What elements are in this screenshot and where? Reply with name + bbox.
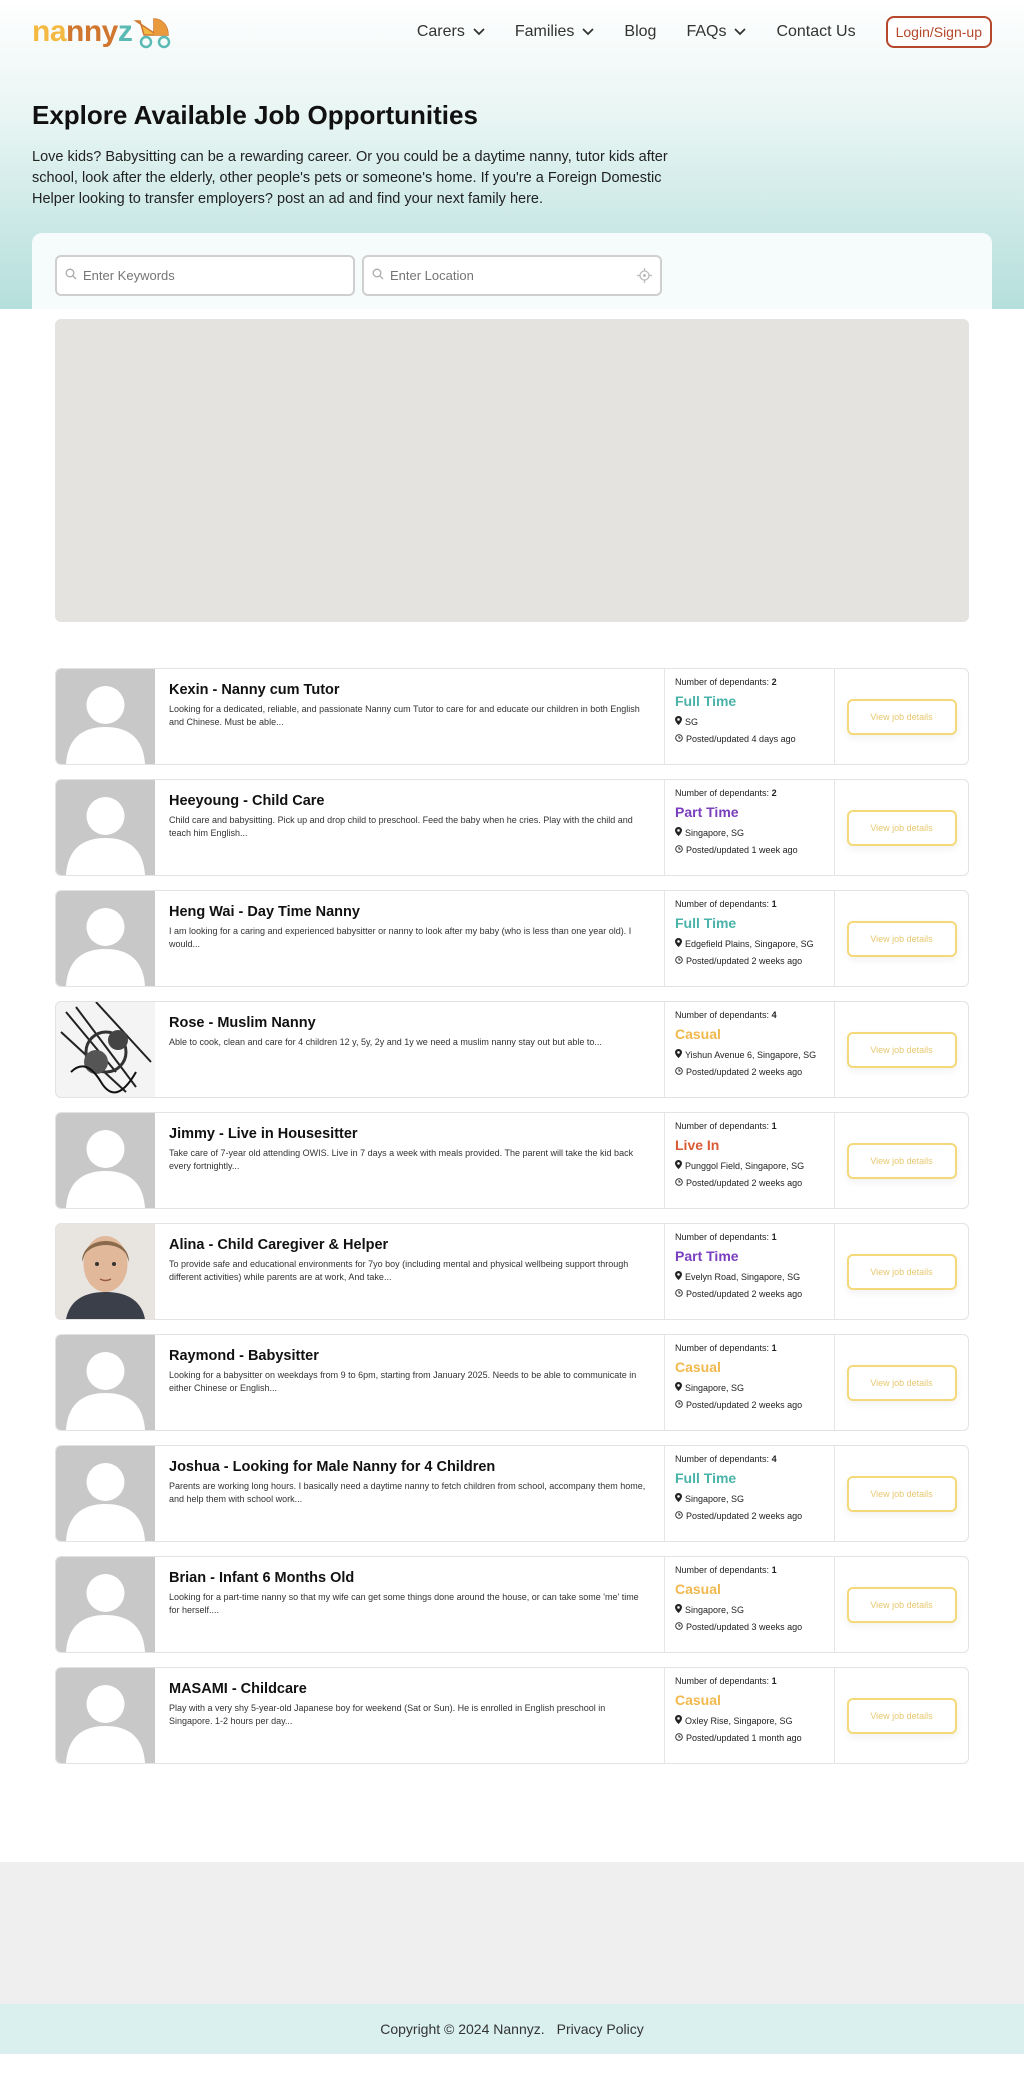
job-posted bbox=[675, 845, 824, 855]
dependants-row bbox=[675, 1343, 824, 1353]
dependants-count: 4 bbox=[771, 1010, 777, 1020]
job-info bbox=[155, 1335, 665, 1430]
dependants-count: 1 bbox=[771, 1565, 777, 1575]
job-info bbox=[155, 1224, 665, 1319]
job-posted bbox=[675, 1622, 824, 1632]
location-text: Oxley Rise, Singapore, SG bbox=[685, 1715, 793, 1726]
map-pin-icon bbox=[675, 1382, 685, 1393]
nav-blog[interactable] bbox=[624, 23, 656, 41]
job-title[interactable]: Raymond - Babysitter bbox=[169, 1348, 319, 1364]
search-icon bbox=[372, 267, 384, 285]
view-job-details-button[interactable]: View job details bbox=[847, 1032, 957, 1068]
job-info bbox=[155, 891, 665, 986]
job-type: Part Time bbox=[675, 1248, 739, 1264]
avatar-placeholder bbox=[56, 1335, 155, 1430]
nav-blog-label: Blog bbox=[624, 23, 657, 40]
job-type: Full Time bbox=[675, 1470, 737, 1486]
job-card[interactable] bbox=[55, 1445, 969, 1542]
nav-faqs[interactable] bbox=[686, 23, 746, 41]
clock-icon bbox=[675, 1622, 686, 1632]
posted-text: Posted/updated 2 weeks ago bbox=[686, 1178, 803, 1188]
pram-icon bbox=[130, 15, 174, 49]
dependants-count: 1 bbox=[771, 1232, 777, 1242]
job-description: Take care of 7-year old attending OWIS. Live in 7 days a week with meals provided. The parent will take the kid back every fortnightly... bbox=[169, 1148, 634, 1171]
job-action bbox=[835, 1557, 968, 1652]
job-type: Full Time bbox=[675, 693, 737, 709]
avatar-placeholder bbox=[56, 891, 155, 986]
job-title[interactable]: Heng Wai - Day Time Nanny bbox=[169, 904, 360, 920]
clock-icon bbox=[675, 1067, 686, 1077]
job-meta bbox=[665, 669, 835, 764]
job-info bbox=[155, 669, 665, 764]
job-action bbox=[835, 1002, 968, 1097]
job-location bbox=[675, 938, 824, 949]
job-description: I am looking for a caring and experienced babysitter or nanny to look after my baby (who is less than one year old). I would... bbox=[169, 926, 632, 949]
search-icon bbox=[65, 267, 77, 285]
job-action bbox=[835, 669, 968, 764]
job-card[interactable] bbox=[55, 1223, 969, 1320]
location-text: Singapore, SG bbox=[685, 1604, 745, 1615]
dependants-count: 4 bbox=[771, 1454, 777, 1464]
view-job-details-button[interactable]: View job details bbox=[847, 1365, 957, 1401]
map-pin-icon bbox=[675, 827, 685, 838]
job-description: To provide safe and educational environments for 7yo boy (including mental and physical wellbeing support through different activities) while parents are at work, And take... bbox=[169, 1259, 629, 1282]
location-search-box[interactable] bbox=[362, 255, 662, 296]
view-job-details-button[interactable]: View job details bbox=[847, 1254, 957, 1290]
job-description: Play with a very shy 5-year-old Japanese boy for weekend (Sat or Sun). He is enrolled in English preschool in Singapore. 1-2 hours per day... bbox=[169, 1703, 606, 1726]
view-job-details-button[interactable]: View job details bbox=[847, 1698, 957, 1734]
privacy-policy-link[interactable]: Privacy Policy bbox=[556, 2021, 644, 2037]
dependants-row bbox=[675, 1565, 824, 1575]
clock-icon bbox=[675, 956, 686, 966]
map-pin-icon bbox=[675, 716, 685, 727]
job-info bbox=[155, 1113, 665, 1208]
site-footer bbox=[0, 2004, 1024, 2054]
clock-icon bbox=[675, 1178, 686, 1188]
job-type: Part Time bbox=[675, 804, 739, 820]
logo-text-part2: nny bbox=[66, 15, 118, 48]
job-posted bbox=[675, 956, 824, 966]
map-area[interactable] bbox=[55, 319, 969, 622]
view-job-details-button[interactable]: View job details bbox=[847, 921, 957, 957]
chevron-down-icon bbox=[734, 23, 746, 41]
map-pin-icon bbox=[675, 1160, 685, 1171]
login-signup-button[interactable]: Login/Sign-up bbox=[886, 16, 992, 48]
keywords-input[interactable] bbox=[83, 268, 313, 283]
location-text: SG bbox=[685, 716, 699, 727]
job-location bbox=[675, 716, 824, 727]
avatar-placeholder bbox=[56, 780, 155, 875]
dependants-row bbox=[675, 788, 824, 798]
posted-text: Posted/updated 2 weeks ago bbox=[686, 1289, 803, 1299]
view-job-details-button[interactable]: View job details bbox=[847, 1476, 957, 1512]
job-card[interactable] bbox=[55, 779, 969, 876]
nav-carers-label: Carers bbox=[416, 23, 465, 40]
job-card[interactable] bbox=[55, 1667, 969, 1764]
dependants-label: Number of dependants: bbox=[675, 1232, 770, 1242]
job-location bbox=[675, 1049, 824, 1060]
hero-section bbox=[0, 0, 1024, 309]
job-action bbox=[835, 1446, 968, 1541]
job-posted bbox=[675, 1067, 824, 1077]
job-action bbox=[835, 1113, 968, 1208]
posted-text: Posted/updated 1 month ago bbox=[686, 1733, 802, 1743]
view-job-details-button[interactable]: View job details bbox=[847, 1143, 957, 1179]
main-nav bbox=[387, 16, 992, 48]
job-meta bbox=[665, 1002, 835, 1097]
clock-icon bbox=[675, 734, 686, 744]
logo[interactable] bbox=[32, 15, 174, 49]
job-card[interactable] bbox=[55, 668, 969, 765]
job-description: Looking for a part-time nanny so that my wife can get some things done around the house, or can take some 'me' time for herself.... bbox=[169, 1592, 639, 1615]
crosshair-icon[interactable] bbox=[637, 268, 652, 288]
location-text: Evelyn Road, Singapore, SG bbox=[685, 1271, 801, 1282]
view-job-details-button[interactable]: View job details bbox=[847, 699, 957, 735]
job-photo bbox=[56, 1002, 155, 1097]
job-type: Casual bbox=[675, 1692, 721, 1708]
job-title[interactable]: Joshua - Looking for Male Nanny for 4 Children bbox=[169, 1459, 496, 1475]
dependants-row bbox=[675, 899, 824, 909]
location-text: Punggol Field, Singapore, SG bbox=[685, 1160, 805, 1171]
job-meta bbox=[665, 1557, 835, 1652]
job-info bbox=[155, 1002, 665, 1097]
posted-text: Posted/updated 2 weeks ago bbox=[686, 1067, 803, 1077]
posted-text: Posted/updated 1 week ago bbox=[686, 845, 798, 855]
dependants-label: Number of dependants: bbox=[675, 1676, 770, 1686]
dependants-label: Number of dependants: bbox=[675, 1343, 770, 1353]
dependants-count: 1 bbox=[771, 899, 777, 909]
job-type: Casual bbox=[675, 1026, 721, 1042]
nav-carers[interactable] bbox=[417, 23, 485, 41]
job-description: Looking for a babysitter on weekdays from 9 to 6pm, starting from January 2025. Needs to be able to communicate in either Chinese or English... bbox=[169, 1370, 637, 1393]
dependants-row bbox=[675, 677, 824, 687]
location-text: Singapore, SG bbox=[685, 827, 745, 838]
avatar-placeholder bbox=[56, 669, 155, 764]
job-title[interactable]: MASAMI - Childcare bbox=[169, 1681, 307, 1697]
job-meta bbox=[665, 780, 835, 875]
job-location bbox=[675, 1715, 824, 1726]
job-title[interactable]: Alina - Child Caregiver & Helper bbox=[169, 1237, 389, 1253]
chevron-down-icon bbox=[582, 23, 594, 41]
job-meta bbox=[665, 1335, 835, 1430]
job-meta bbox=[665, 1113, 835, 1208]
job-title[interactable]: Jimmy - Live in Housesitter bbox=[169, 1126, 358, 1142]
job-meta bbox=[665, 891, 835, 986]
dependants-label: Number of dependants: bbox=[675, 1454, 770, 1464]
page-title: Explore Available Job Opportunities bbox=[32, 100, 478, 130]
view-job-details-button[interactable]: View job details bbox=[847, 1587, 957, 1623]
job-location bbox=[675, 1271, 824, 1282]
dependants-count: 1 bbox=[771, 1121, 777, 1131]
job-title[interactable]: Kexin - Nanny cum Tutor bbox=[169, 682, 340, 698]
site-header bbox=[0, 0, 1024, 64]
dependants-row bbox=[675, 1232, 824, 1242]
chevron-down-icon bbox=[473, 23, 485, 41]
job-info bbox=[155, 1557, 665, 1652]
avatar-placeholder bbox=[56, 1668, 155, 1763]
job-description: Looking for a dedicated, reliable, and passionate Nanny cum Tutor to care for and educate our children in both English and Chinese. Must be able... bbox=[169, 704, 640, 727]
nav-faqs-label: FAQs bbox=[686, 23, 727, 40]
job-posted bbox=[675, 734, 824, 744]
map-pin-icon bbox=[675, 1493, 685, 1504]
dependants-label: Number of dependants: bbox=[675, 1010, 770, 1020]
clock-icon bbox=[675, 1733, 686, 1743]
dependants-count: 1 bbox=[771, 1343, 777, 1353]
dependants-count: 2 bbox=[771, 788, 777, 798]
job-card[interactable] bbox=[55, 1001, 969, 1098]
dependants-label: Number of dependants: bbox=[675, 899, 770, 909]
footer-spacer bbox=[0, 1862, 1024, 2004]
job-type: Casual bbox=[675, 1359, 721, 1375]
job-info bbox=[155, 1668, 665, 1763]
job-photo bbox=[56, 1224, 155, 1319]
job-location bbox=[675, 827, 824, 838]
dependants-count: 1 bbox=[771, 1676, 777, 1686]
location-text: Singapore, SG bbox=[685, 1493, 745, 1504]
job-action bbox=[835, 1224, 968, 1319]
job-posted bbox=[675, 1511, 824, 1521]
posted-text: Posted/updated 2 weeks ago bbox=[686, 1400, 803, 1410]
nav-families[interactable] bbox=[515, 23, 595, 41]
clock-icon bbox=[675, 1289, 686, 1299]
job-description: Able to cook, clean and care for 4 children 12 y, 5y, 2y and 1y we need a muslim nanny stay out but able to... bbox=[169, 1037, 602, 1047]
posted-text: Posted/updated 2 weeks ago bbox=[686, 1511, 803, 1521]
job-list bbox=[55, 668, 969, 1764]
job-title[interactable]: Rose - Muslim Nanny bbox=[169, 1015, 316, 1031]
map-pin-icon bbox=[675, 938, 685, 949]
copyright-text: Copyright © 2024 Nannyz. bbox=[380, 2021, 545, 2037]
job-posted bbox=[675, 1400, 824, 1410]
posted-text: Posted/updated 3 weeks ago bbox=[686, 1622, 803, 1632]
job-description: Child care and babysitting. Pick up and drop child to preschool. Feed the baby when he cries. Play with the child and teach him English... bbox=[169, 815, 633, 838]
logo-text-part1: na bbox=[32, 15, 67, 48]
job-info bbox=[155, 1446, 665, 1541]
map-pin-icon bbox=[675, 1271, 685, 1282]
clock-icon bbox=[675, 845, 686, 855]
location-text: Edgefield Plains, Singapore, SG bbox=[685, 938, 814, 949]
dependants-row bbox=[675, 1121, 824, 1131]
map-pin-icon bbox=[675, 1049, 685, 1060]
job-meta bbox=[665, 1668, 835, 1763]
job-card[interactable] bbox=[55, 1334, 969, 1431]
avatar-placeholder bbox=[56, 1557, 155, 1652]
logo-text-part3: z bbox=[117, 15, 133, 48]
job-action bbox=[835, 1335, 968, 1430]
nav-families-label: Families bbox=[514, 23, 575, 40]
posted-text: Posted/updated 4 days ago bbox=[686, 734, 796, 744]
dependants-label: Number of dependants: bbox=[675, 1565, 770, 1575]
avatar-placeholder bbox=[56, 1113, 155, 1208]
map-pin-icon bbox=[675, 1715, 685, 1726]
location-text: Singapore, SG bbox=[685, 1382, 745, 1393]
dependants-label: Number of dependants: bbox=[675, 788, 770, 798]
location-text: Yishun Avenue 6, Singapore, SG bbox=[685, 1049, 817, 1060]
job-type: Full Time bbox=[675, 915, 737, 931]
job-card[interactable] bbox=[55, 1556, 969, 1653]
job-location bbox=[675, 1604, 824, 1615]
dependants-row bbox=[675, 1676, 824, 1686]
job-posted bbox=[675, 1733, 824, 1743]
nav-contact-us[interactable] bbox=[776, 23, 855, 41]
hero-description: Love kids? Babysitting can be a rewarding career. Or you could be a daytime nanny, tutor kids after school, look after the elderly, other people's pets or someone's home. If you're a Foreign Domestic Helper looking to transfer employers? post an ad and find your next family here. bbox=[32, 149, 668, 207]
dependants-row bbox=[675, 1454, 824, 1464]
clock-icon bbox=[675, 1511, 686, 1521]
job-meta bbox=[665, 1224, 835, 1319]
nav-contact-label: Contact Us bbox=[776, 23, 856, 40]
job-location bbox=[675, 1160, 824, 1171]
job-card[interactable] bbox=[55, 1112, 969, 1209]
job-card[interactable] bbox=[55, 890, 969, 987]
dependants-row bbox=[675, 1010, 824, 1020]
job-posted bbox=[675, 1289, 824, 1299]
job-location bbox=[675, 1382, 824, 1393]
location-input[interactable] bbox=[390, 268, 620, 283]
job-info bbox=[155, 780, 665, 875]
search-panel bbox=[32, 233, 992, 309]
dependants-count: 2 bbox=[771, 677, 777, 687]
map-pin-icon bbox=[675, 1604, 685, 1615]
job-action bbox=[835, 1668, 968, 1763]
job-action bbox=[835, 780, 968, 875]
job-meta bbox=[665, 1446, 835, 1541]
job-location bbox=[675, 1493, 824, 1504]
keywords-search-box[interactable] bbox=[55, 255, 355, 296]
job-type: Live In bbox=[675, 1137, 720, 1153]
clock-icon bbox=[675, 1400, 686, 1410]
avatar-placeholder bbox=[56, 1446, 155, 1541]
job-description: Parents are working long hours. I basically need a daytime nanny to fetch children from school, accompany them home, and help them with school work... bbox=[169, 1481, 646, 1504]
job-type: Casual bbox=[675, 1581, 721, 1597]
job-title[interactable]: Brian - Infant 6 Months Old bbox=[169, 1570, 355, 1586]
view-job-details-button[interactable]: View job details bbox=[847, 810, 957, 846]
job-action bbox=[835, 891, 968, 986]
job-posted bbox=[675, 1178, 824, 1188]
dependants-label: Number of dependants: bbox=[675, 1121, 770, 1131]
posted-text: Posted/updated 2 weeks ago bbox=[686, 956, 803, 966]
job-title[interactable]: Heeyoung - Child Care bbox=[169, 793, 325, 809]
dependants-label: Number of dependants: bbox=[675, 677, 770, 687]
